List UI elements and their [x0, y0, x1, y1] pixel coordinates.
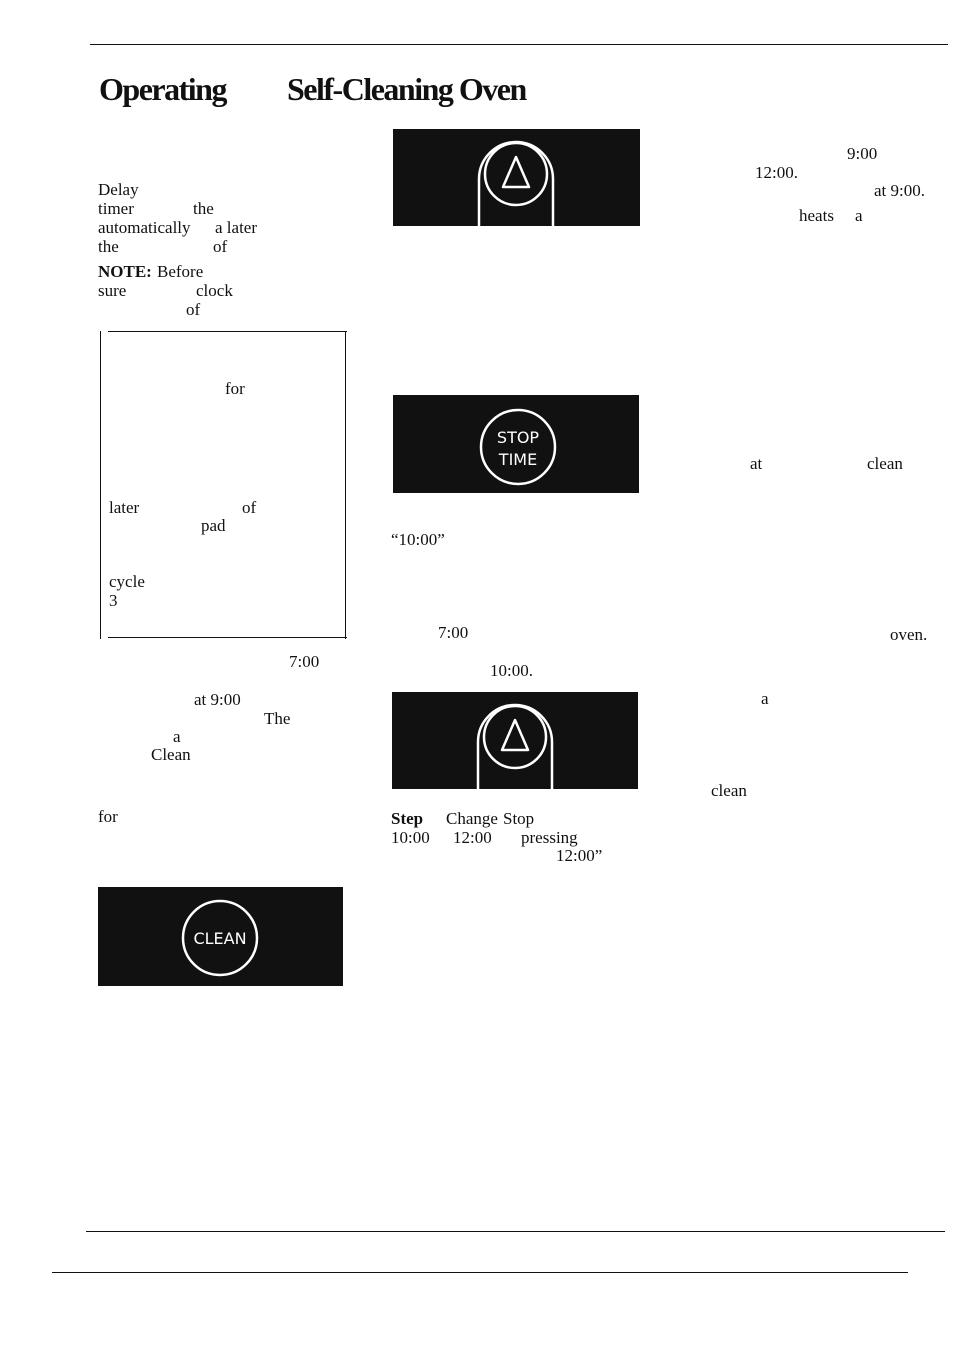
- up-pad-circle-top: [485, 143, 547, 205]
- note-box-bottom-line: [108, 637, 347, 638]
- time-at-9-00-right: at 9:00.: [874, 181, 925, 200]
- display-12-00-quoted: 12:00”: [556, 846, 603, 865]
- box-word-pad: pad: [201, 516, 226, 535]
- word-clean-right: clean: [867, 454, 903, 473]
- word-for-2: for: [98, 807, 118, 826]
- time-12-00-step: 12:00: [453, 828, 492, 847]
- clean-pad-panel: [98, 887, 343, 986]
- word-a-right: a: [855, 206, 863, 225]
- word-heats: heats: [799, 206, 834, 225]
- time-label: TIME: [498, 450, 538, 469]
- time-7-00-middle: 7:00: [438, 623, 469, 642]
- word-a: a: [173, 727, 181, 746]
- box-word-of: of: [242, 498, 257, 517]
- stop-time-pad-circle: [481, 410, 555, 484]
- note-box: [100, 331, 347, 639]
- word-at-right: at: [750, 454, 763, 473]
- up-arrow-icon: [503, 157, 529, 187]
- word-clock: clock: [196, 281, 233, 300]
- up-arrow-pad-panel-top: [393, 129, 640, 226]
- box-word-three: 3: [109, 591, 118, 610]
- word-the-2: the: [98, 237, 119, 256]
- step-label: Step: [391, 809, 424, 828]
- time-10-00-middle: 10:00.: [490, 661, 533, 680]
- clean-pad-label: CLEAN: [193, 929, 247, 948]
- word-before: Before: [157, 262, 204, 281]
- word-clean-right-2: clean: [711, 781, 747, 800]
- word-delay: Delay: [98, 180, 139, 199]
- stop-time-pad-illustration: [393, 395, 639, 493]
- word-automatically: automatically: [98, 218, 191, 237]
- page-title-part1: Operating: [99, 71, 226, 107]
- word-change: Change: [446, 809, 498, 828]
- up-arrow-pad-illustration-bottom: [392, 692, 638, 789]
- word-a-right-2: a: [761, 689, 769, 708]
- note-box-top-line: [108, 331, 347, 332]
- word-sure: sure: [98, 281, 127, 300]
- word-a-later: a later: [215, 218, 257, 237]
- word-oven: oven.: [890, 625, 928, 644]
- up-arrow-pad-illustration-top: [393, 129, 640, 226]
- note-box-right-line: [345, 331, 346, 639]
- clean-pad-illustration: [98, 887, 343, 986]
- word-the: the: [193, 199, 214, 218]
- box-word-cycle: cycle: [109, 572, 145, 591]
- up-arrow-pad-panel-bottom: [392, 692, 638, 789]
- box-word-for: for: [225, 379, 245, 398]
- word-of-2: of: [186, 300, 201, 319]
- stop-time-pad-panel: [393, 395, 639, 493]
- display-10-00-quoted: “10:00”: [391, 530, 445, 549]
- word-clean: Clean: [151, 745, 191, 764]
- up-arrow-icon-bottom: [502, 720, 528, 750]
- page-title-part2: Self-Cleaning Oven: [287, 71, 526, 107]
- stop-label: STOP: [496, 428, 540, 447]
- word-stop: Stop: [503, 809, 535, 828]
- word-pressing: pressing: [521, 828, 578, 847]
- time-9-00-right: 9:00: [847, 144, 878, 163]
- up-pad-circle-bottom: [484, 706, 546, 768]
- finger-outline-top: [479, 142, 553, 226]
- bottom-rule-upper: [86, 1231, 945, 1232]
- time-10-00-step: 10:00: [391, 828, 430, 847]
- note-label: NOTE:: [98, 262, 152, 281]
- time-12-00-right: 12:00.: [755, 163, 798, 182]
- word-timer: timer: [98, 199, 134, 218]
- time-at-9-00: at 9:00: [194, 690, 241, 709]
- top-rule: [90, 44, 948, 45]
- note-box-left-line: [100, 331, 101, 639]
- finger-outline-bottom: [478, 705, 552, 789]
- word-of: of: [213, 237, 228, 256]
- box-word-later: later: [109, 498, 140, 517]
- bottom-rule-lower: [52, 1272, 908, 1273]
- word-the-3: The: [264, 709, 291, 728]
- time-7-00: 7:00: [289, 652, 320, 671]
